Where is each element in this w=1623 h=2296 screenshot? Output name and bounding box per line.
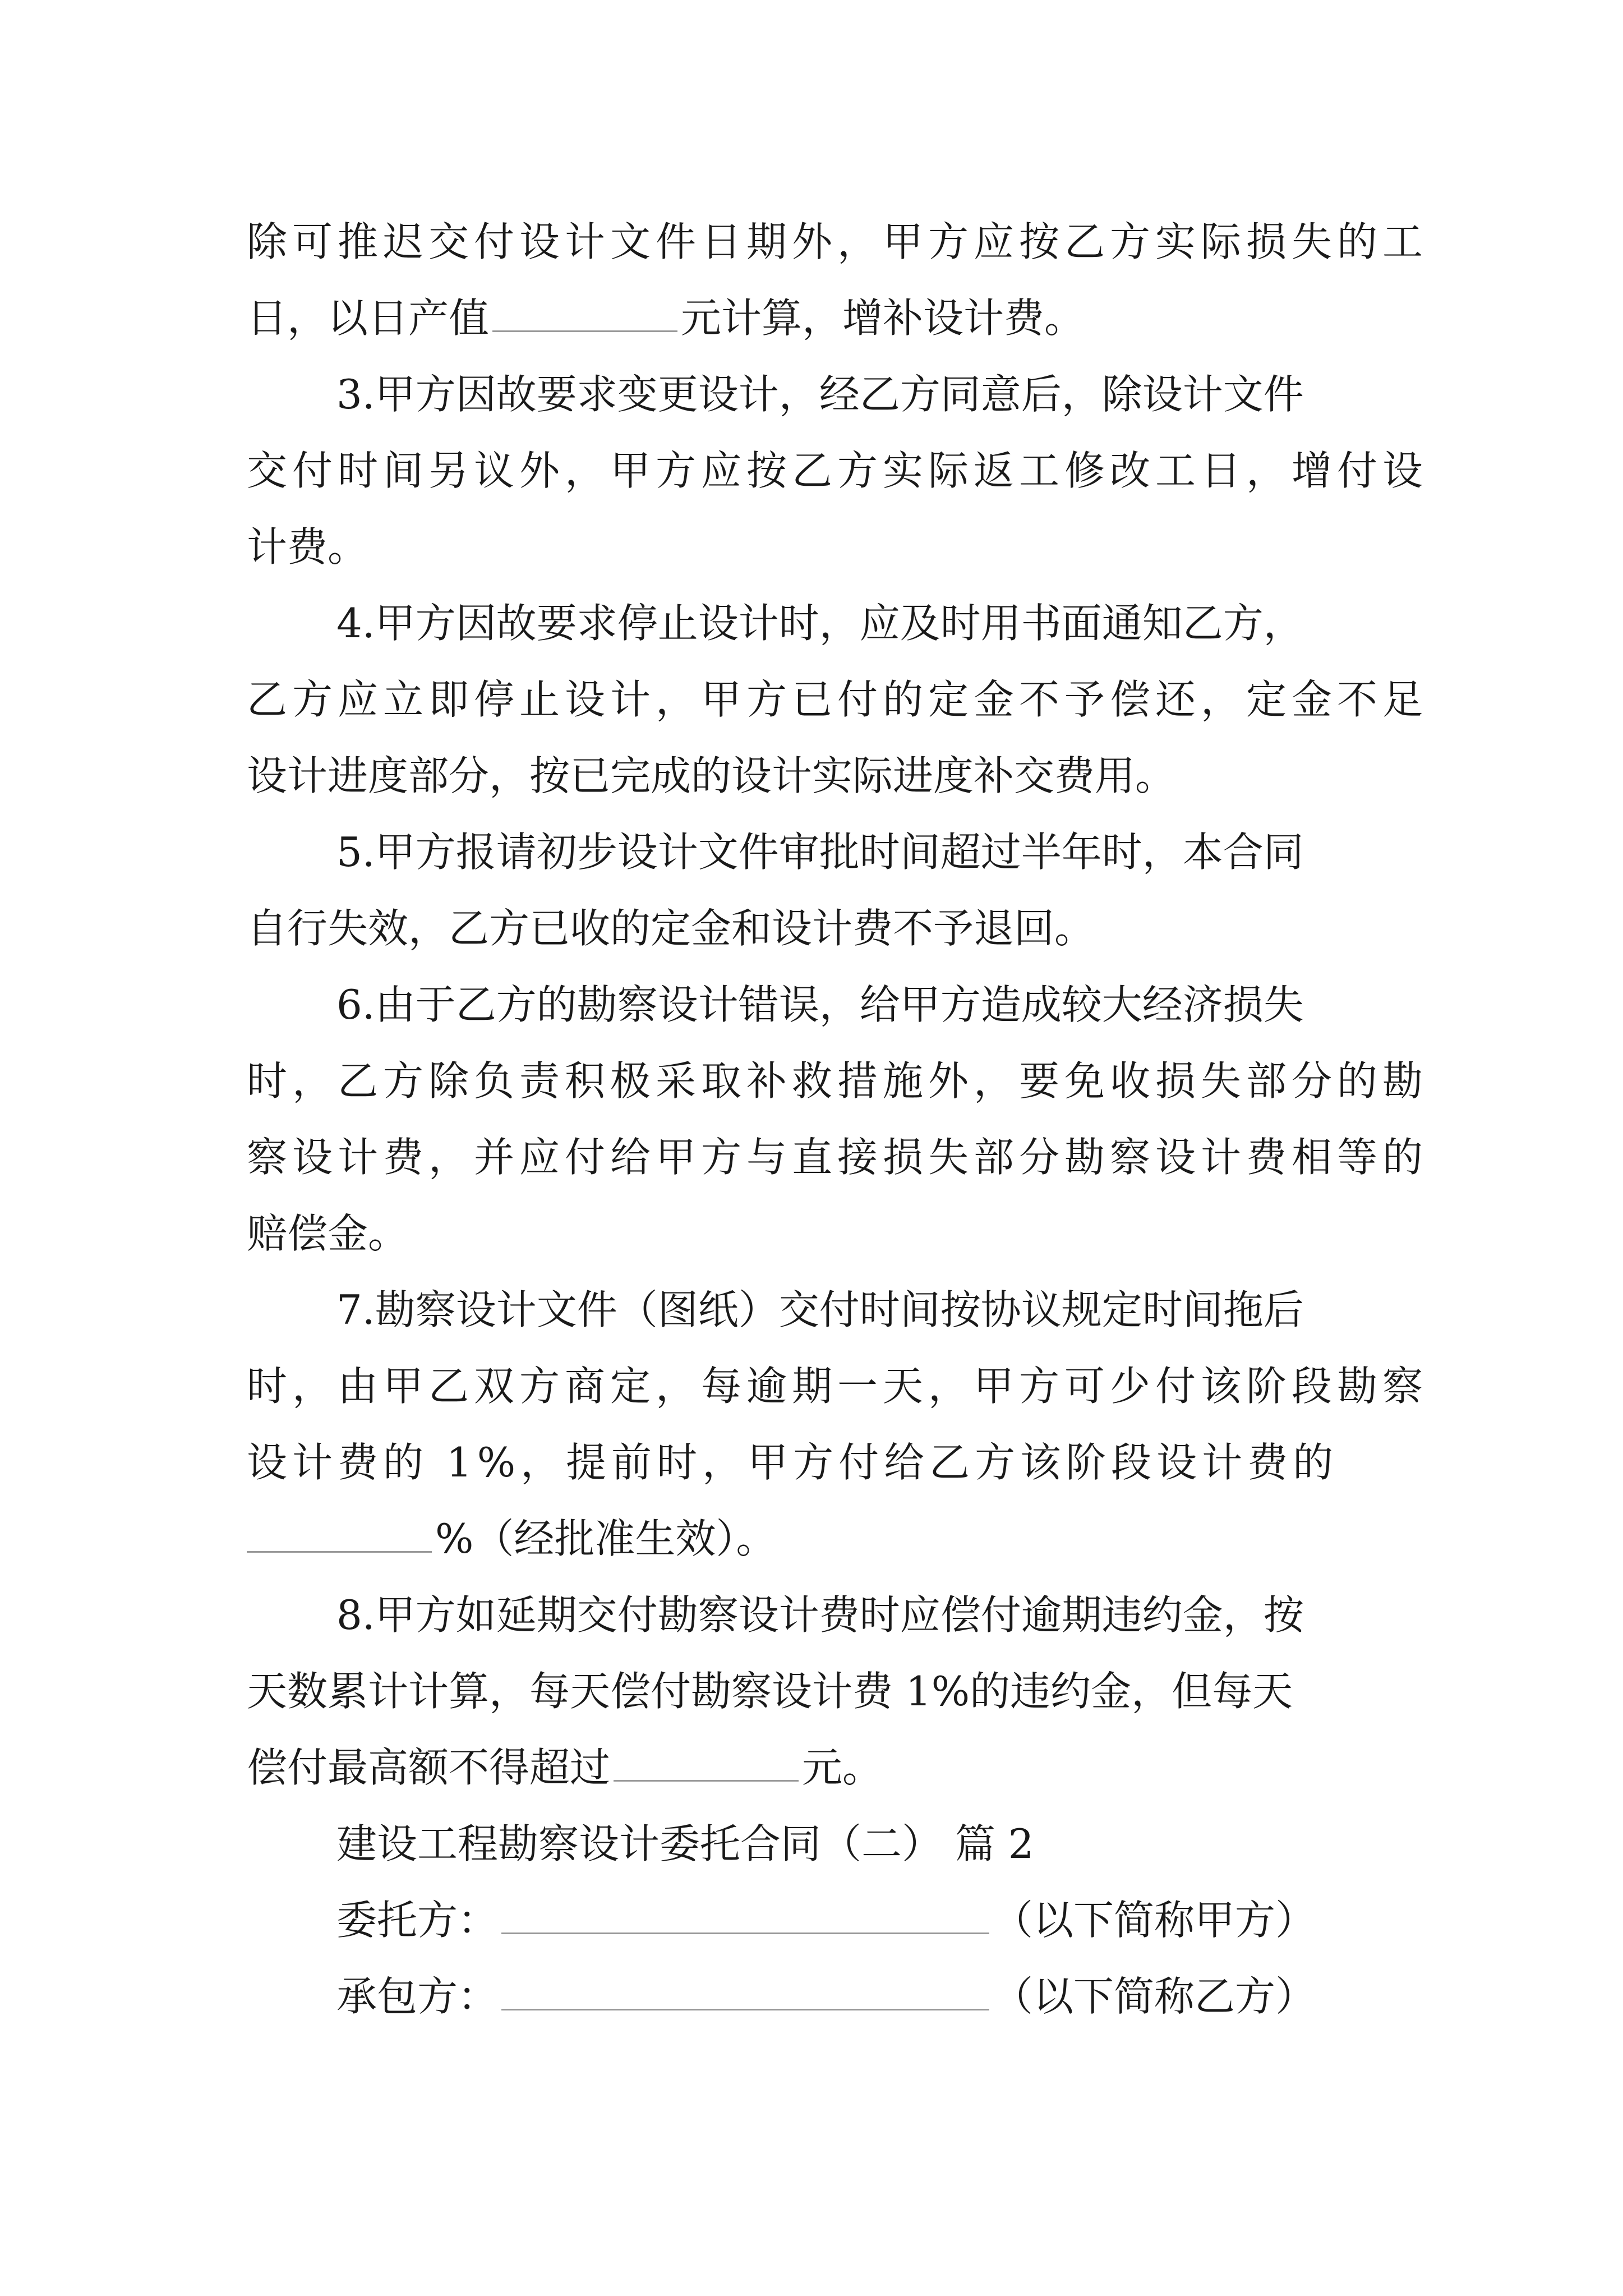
percentage-blank	[247, 1549, 432, 1553]
text-line: 时，乙方除负责积极采取补救措施外，要免收损失部分的勘	[247, 1057, 1428, 1105]
max-amount-blank	[614, 1778, 799, 1782]
contractor-line	[336, 1971, 1316, 2022]
client-note: （以下简称甲方）	[993, 1897, 1316, 1944]
client-label: 委托方：	[336, 1897, 499, 1944]
contractor-name-blank	[501, 2007, 989, 2010]
text-line: 察设计费，并应付给甲方与直接损失部分勘察设计费相等的	[247, 1134, 1428, 1181]
text-line: 交付时间另议外，甲方应按乙方实际返工修改工日，增付设	[247, 447, 1428, 494]
text-line: 偿付最高额不得超过 元。	[247, 1744, 883, 1791]
text-line: 天数累计计算，每天偿付勘察设计费 1%的违约金，但每天	[247, 1668, 1293, 1715]
clause-5: 5.甲方报请初步设计文件审批时间超过半年时，本合同	[336, 829, 1304, 876]
text-line: 设计进度部分，按已完成的设计实际进度补交费用。	[247, 752, 1176, 799]
text-line: 自行失效，乙方已收的定金和设计费不予退回。	[247, 905, 1095, 952]
clause-7: 7.勘察设计文件（图纸）交付时间按协议规定时间拖后	[336, 1286, 1304, 1333]
text-line: 赔偿金。	[247, 1210, 409, 1257]
text-line: 计费。	[247, 523, 368, 570]
text-line: 日，以日产值 元计算，增补设计费。	[247, 295, 1085, 342]
contractor-note: （以下简称乙方）	[993, 1973, 1316, 2020]
clause-8: 8.甲方如延期交付勘察设计费时应偿付逾期违约金，按	[336, 1591, 1304, 1639]
contractor-label: 承包方：	[336, 1973, 499, 2020]
text-line: 设计费的 1%，提前时，甲方付给乙方该阶段设计费的	[247, 1439, 1339, 1486]
clause-6: 6.由于乙方的勘察设计错误，给甲方造成较大经济损失	[336, 981, 1304, 1028]
clause-4: 4.甲方因故要求停止设计时，应及时用书面通知乙方，	[336, 600, 1304, 647]
text-line: 除可推迟交付设计文件日期外，甲方应按乙方实际损失的工	[247, 218, 1428, 265]
contract-heading: 建设工程勘察设计委托合同（二） 篇 2	[336, 1820, 1034, 1867]
text-line: 时，由甲乙双方商定，每逾期一天，甲方可少付该阶段勘察	[247, 1363, 1428, 1410]
clause-3: 3.甲方因故要求变更设计，经乙方同意后，除设计文件	[336, 371, 1304, 418]
client-name-blank	[501, 1930, 989, 1934]
client-line	[336, 1895, 1316, 1945]
text-line: %（经批准生效）。	[247, 1513, 776, 1564]
daily-output-blank	[492, 328, 677, 332]
text-line: 乙方应立即停止设计，甲方已付的定金不予偿还，定金不足	[247, 676, 1428, 723]
